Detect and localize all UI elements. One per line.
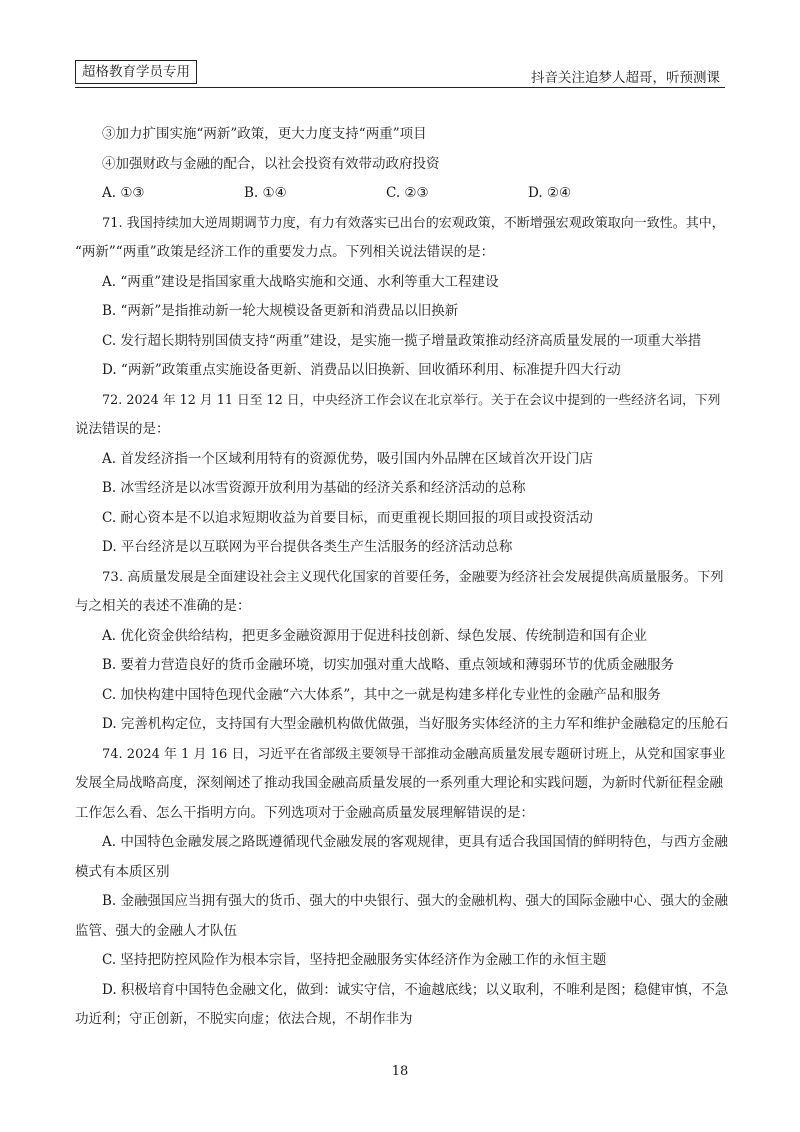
- option-c: C. 发行超长期特别国债支持“两重”建设，是实施一揽子增量政策推动经济高质量发展的一项重大举措: [102, 332, 702, 349]
- header-rule: [75, 87, 725, 88]
- option-a: A. “两重”建设是指国家重大战略实施和交通、水利等重大工程建设: [102, 273, 499, 290]
- page-number: 18: [391, 1064, 409, 1079]
- header-left-label: 超格教育学员专用: [75, 60, 197, 84]
- question-stem-line: 发展全局战略高度，深刻阐述了推动我国金融高质量发展的一系列重大理论和实践问题，为新时代新征程金融: [75, 775, 723, 791]
- question-stem-line: 72. 2024 年 12 月 11 日至 12 日，中央经济工作会议在北京举行。关于在会议中提到的一些经济名词，下列: [102, 392, 721, 408]
- option-a-continued: 模式有本质区别: [75, 863, 170, 880]
- header-right-label: 抖音关注追梦人超哥，听预测课: [531, 70, 720, 86]
- option-c: C. ②③: [386, 185, 429, 201]
- option-b: B. 冰雪经济是以冰雪资源开放利用为基础的经济关系和经济活动的总称: [102, 480, 526, 496]
- option-a: A. ①③: [102, 185, 145, 201]
- statement-4: ④加强财政与金融的配合，以社会投资有效带动政府投资: [102, 155, 440, 172]
- option-b: B. 金融强国应当拥有强大的货币、强大的中央银行、强大的金融机构、强大的国际金融中心、强大的金融: [102, 893, 729, 909]
- page-content: [75, 120, 731, 1035]
- previous-question-options: [75, 179, 731, 209]
- question-stem-line: 与之相关的表述不准确的是：: [75, 598, 251, 614]
- option-d-continued: 功近利；守正创新，不脱实向虚；依法合规，不胡作非为: [75, 1011, 413, 1027]
- option-d: D. 完善机构定位，支持国有大型金融机构做优做强，当好服务实体经济的主力军和维护金融稳定的压舱石: [102, 716, 729, 732]
- option-b: B. ①④: [244, 185, 287, 201]
- question-stem-line: 71. 我国持续加大逆周期调节力度，有力有效落实已出台的宏观政策，不断增强宏观政策取向一致性。其中，: [102, 215, 725, 231]
- question-stem-line: 说法错误的是：: [75, 421, 170, 437]
- question-stem-line: “两新”“两重”政策是经济工作的重要发力点。下列相关说法错误的是：: [75, 244, 495, 260]
- option-b: B. 要着力营造良好的货币金融环境，切实加强对重大战略、重点领域和薄弱环节的优质金融服务: [102, 657, 675, 673]
- option-d: D. 积极培育中国特色金融文化，做到：诚实守信，不逾越底线；以义取利，不唯利是图；稳健审慎，不急: [102, 981, 729, 998]
- statement-3: ③加力扩围实施“两新”政策，更大力度支持“两重”项目: [102, 126, 427, 142]
- option-c: C. 加快构建中国特色现代金融“六大体系”，其中之一就是构建多样化专业性的金融产品和服务: [102, 686, 661, 703]
- option-a: A. 优化资金供给结构，把更多金融资源用于促进科技创新、绿色发展、传统制造和国有企业: [102, 627, 647, 644]
- option-d: D. “两新”政策重点实施设备更新、消费品以旧换新、回收循环利用、标准提升四大行动: [102, 362, 621, 378]
- question-73: [75, 563, 731, 740]
- option-d: D. ②④: [528, 185, 572, 201]
- question-stem-line: 74. 2024 年 1 月 16 日，习近平在省部级主要领导干部推动金融高质量发展专题研讨班上，从党和国家事业: [102, 746, 726, 762]
- option-a: A. 首发经济指一个区域利用特有的资源优势，吸引国内外品牌在区域首次开设门店: [102, 450, 593, 467]
- option-c: C. 耐心资本是不以追求短期收益为首要目标，而更重视长期回报的项目或投资活动: [102, 509, 593, 526]
- option-b-continued: 监管、强大的金融人才队伍: [75, 922, 237, 939]
- option-c: C. 坚持把防控风险作为根本宗旨，坚持把金融服务实体经济作为金融工作的永恒主题: [102, 952, 607, 968]
- question-72: [75, 386, 731, 563]
- question-stem-line: 73. 高质量发展是全面建设社会主义现代化国家的首要任务，金融要为经济社会发展提供高质量服务。下列: [102, 569, 724, 585]
- option-a: A. 中国特色金融发展之路既遵循现代金融发展的客观规律，更具有适合我国国情的鲜明特色，与西方金融: [102, 834, 728, 850]
- option-d: D. 平台经济是以互联网为平台提供各类生产生活服务的经济活动总称: [102, 539, 513, 555]
- question-71: [75, 209, 731, 386]
- question-74: [75, 740, 731, 1035]
- question-stem-line: 工作怎么看、怎么干指明方向。下列选项对于金融高质量发展理解错误的是：: [75, 804, 534, 821]
- option-b: B. “两新”是指推动新一轮大规模设备更新和消费品以旧换新: [102, 303, 459, 319]
